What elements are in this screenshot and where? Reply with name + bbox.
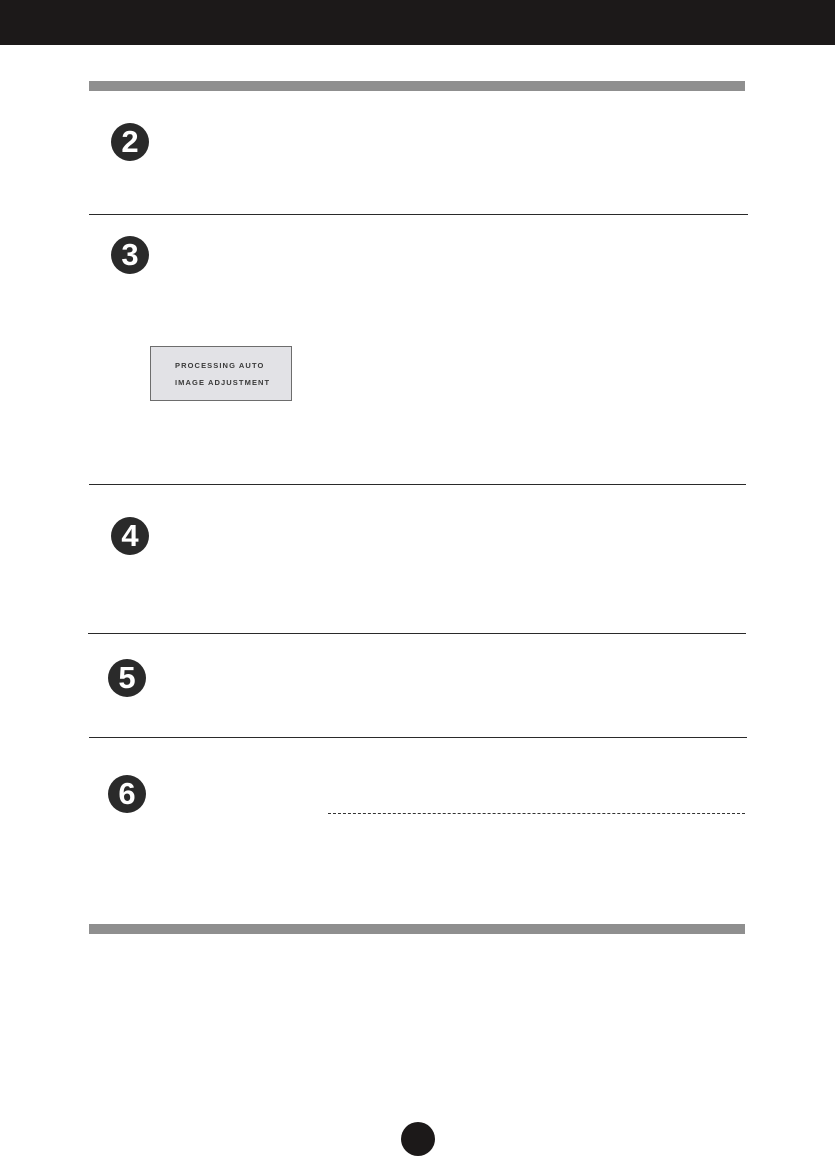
osd-message-box: [150, 346, 292, 401]
section-bottom-bar: [89, 924, 745, 934]
osd-message-line-1: PROCESSING AUTO: [175, 361, 265, 370]
step-badge-2: 2: [111, 123, 149, 161]
step-badge-3: 3: [111, 236, 149, 274]
osd-message-line-2: IMAGE ADJUSTMENT: [175, 378, 271, 387]
step-badge-4: 4: [111, 517, 149, 555]
section-top-bar: [89, 81, 745, 91]
section-divider: [89, 484, 746, 485]
step-badge-5: 5: [108, 659, 146, 697]
dashed-separator: [328, 813, 745, 814]
section-divider: [89, 214, 748, 215]
page-number-marker: [401, 1122, 435, 1156]
section-divider: [88, 633, 746, 634]
header-bar: [0, 0, 835, 45]
step-badge-6: 6: [108, 775, 146, 813]
section-divider: [89, 737, 747, 738]
